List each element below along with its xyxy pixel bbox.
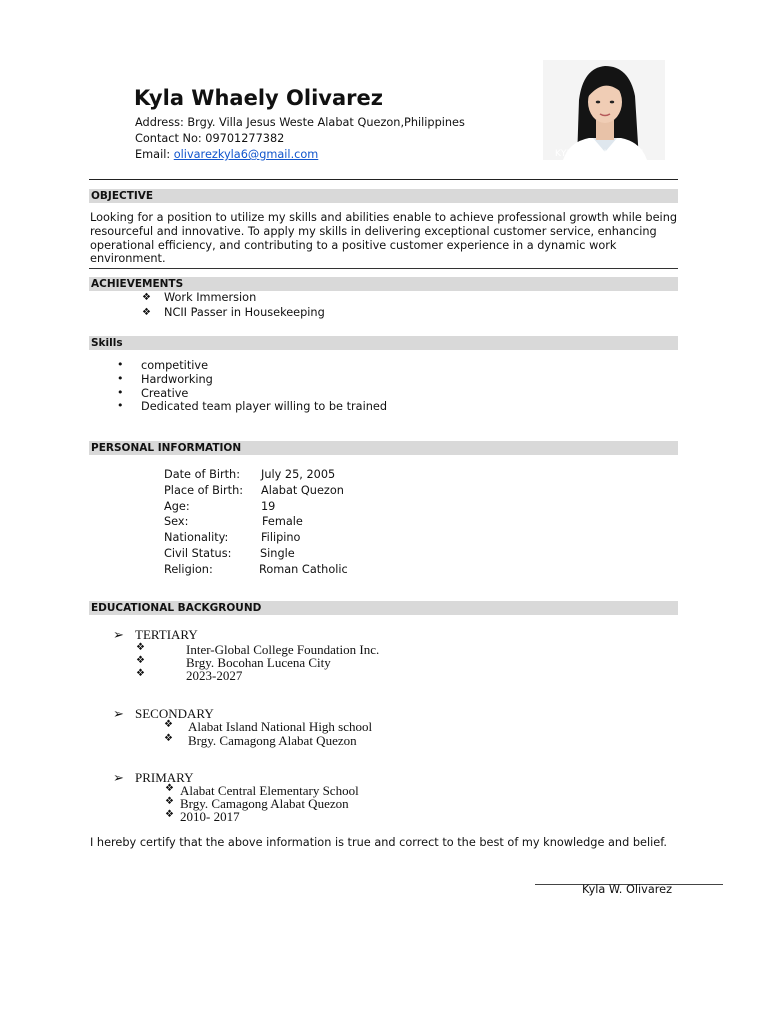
skill-item: Hardworking bbox=[141, 373, 213, 386]
diamond-bullet-icon: ❖ bbox=[136, 655, 145, 666]
info-value: Roman Catholic bbox=[259, 563, 348, 576]
primary-label: PRIMARY bbox=[135, 770, 194, 785]
info-label: Date of Birth: bbox=[164, 468, 241, 481]
objective-divider bbox=[89, 268, 678, 269]
photo-caption: KYLA W. OLIVAREZ bbox=[555, 149, 644, 159]
email-line bbox=[135, 148, 318, 161]
skill-item: Creative bbox=[141, 387, 189, 400]
info-label: Sex: bbox=[164, 515, 189, 528]
arrow-bullet-icon: ➢ bbox=[113, 706, 124, 721]
skill-item: Dedicated team player willing to be trained bbox=[141, 400, 388, 413]
achievement-item: NCII Passer in Housekeeping bbox=[164, 306, 325, 319]
achievements-heading: ACHIEVEMENTS bbox=[89, 277, 678, 291]
tertiary-item: Inter-Global College Foundation Inc. bbox=[186, 642, 380, 657]
signature-name: Kyla W. Olivarez bbox=[582, 883, 673, 896]
info-value: Filipino bbox=[261, 531, 301, 544]
diamond-bullet-icon: ❖ bbox=[165, 809, 174, 820]
portrait-image bbox=[543, 60, 665, 160]
info-label: Religion: bbox=[164, 563, 213, 576]
diamond-bullet-icon: ❖ bbox=[165, 783, 174, 794]
dot-bullet-icon: • bbox=[117, 386, 124, 399]
applicant-name: Kyla Whaely Olivarez bbox=[134, 86, 383, 110]
tertiary-label: TERTIARY bbox=[135, 627, 198, 642]
diamond-bullet-icon: ❖ bbox=[136, 668, 145, 679]
info-value: Female bbox=[262, 515, 303, 528]
secondary-item: Alabat Island National High school bbox=[188, 719, 373, 734]
diamond-bullet-icon: ❖ bbox=[164, 733, 173, 744]
achievement-item: Work Immersion bbox=[164, 291, 257, 304]
tertiary-item: 2023-2027 bbox=[186, 668, 243, 683]
objective-text bbox=[90, 211, 680, 266]
contact-line: Contact No: 09701277382 bbox=[135, 132, 285, 145]
objective-line: operational efficiency, and contributing to a positive customer experience in a dynamic work bbox=[90, 238, 617, 252]
diamond-bullet-icon: ❖ bbox=[164, 719, 173, 730]
dot-bullet-icon: • bbox=[117, 399, 124, 412]
diamond-bullet-icon: ❖ bbox=[142, 292, 151, 303]
diamond-bullet-icon: ❖ bbox=[142, 307, 151, 318]
dot-bullet-icon: • bbox=[117, 358, 124, 371]
info-label: Nationality: bbox=[164, 531, 229, 544]
skills-heading: Skills bbox=[89, 336, 678, 350]
education-heading: EDUCATIONAL BACKGROUND bbox=[89, 601, 678, 615]
secondary-label: SECONDARY bbox=[135, 706, 214, 721]
secondary-item: Brgy. Camagong Alabat Quezon bbox=[188, 733, 357, 748]
profile-photo bbox=[543, 60, 665, 160]
diamond-bullet-icon: ❖ bbox=[165, 796, 174, 807]
dot-bullet-icon: • bbox=[117, 372, 124, 385]
info-value: Alabat Quezon bbox=[261, 484, 344, 497]
email-label: Email: bbox=[135, 148, 174, 161]
info-value: July 25, 2005 bbox=[261, 468, 336, 481]
address-line: Address: Brgy. Villa Jesus Weste Alabat Quezon,Philippines bbox=[135, 116, 465, 129]
objective-line: Looking for a position to utilize my skills and abilities enable to achieve professional growth while being bbox=[90, 211, 678, 224]
arrow-bullet-icon: ➢ bbox=[113, 627, 124, 642]
arrow-bullet-icon: ➢ bbox=[113, 770, 124, 785]
primary-item: 2010- 2017 bbox=[180, 809, 240, 824]
tertiary-item: Brgy. Bocohan Lucena City bbox=[186, 655, 331, 670]
info-label: Age: bbox=[164, 500, 190, 513]
email-link[interactable]: olivarezkyla6@gmail.com bbox=[173, 148, 319, 161]
info-label: Civil Status: bbox=[164, 547, 232, 560]
info-value: 19 bbox=[261, 500, 276, 513]
certification-statement: I hereby certify that the above information is true and correct to the best of my knowledge and belief. bbox=[90, 836, 667, 849]
primary-item: Alabat Central Elementary School bbox=[180, 783, 359, 798]
objective-heading: OBJECTIVE bbox=[89, 189, 678, 203]
skill-item: competitive bbox=[141, 359, 209, 372]
info-label: Place of Birth: bbox=[164, 484, 244, 497]
objective-line: resourceful and innovative. To apply my skills in delivering exceptional customer service, enhancing bbox=[90, 224, 657, 238]
info-value: Single bbox=[260, 547, 295, 560]
header-divider bbox=[89, 179, 678, 180]
personal-info-heading: PERSONAL INFORMATION bbox=[89, 441, 678, 455]
objective-line: environment. bbox=[90, 252, 166, 266]
diamond-bullet-icon: ❖ bbox=[136, 642, 145, 653]
primary-item: Brgy. Camagong Alabat Quezon bbox=[180, 796, 349, 811]
